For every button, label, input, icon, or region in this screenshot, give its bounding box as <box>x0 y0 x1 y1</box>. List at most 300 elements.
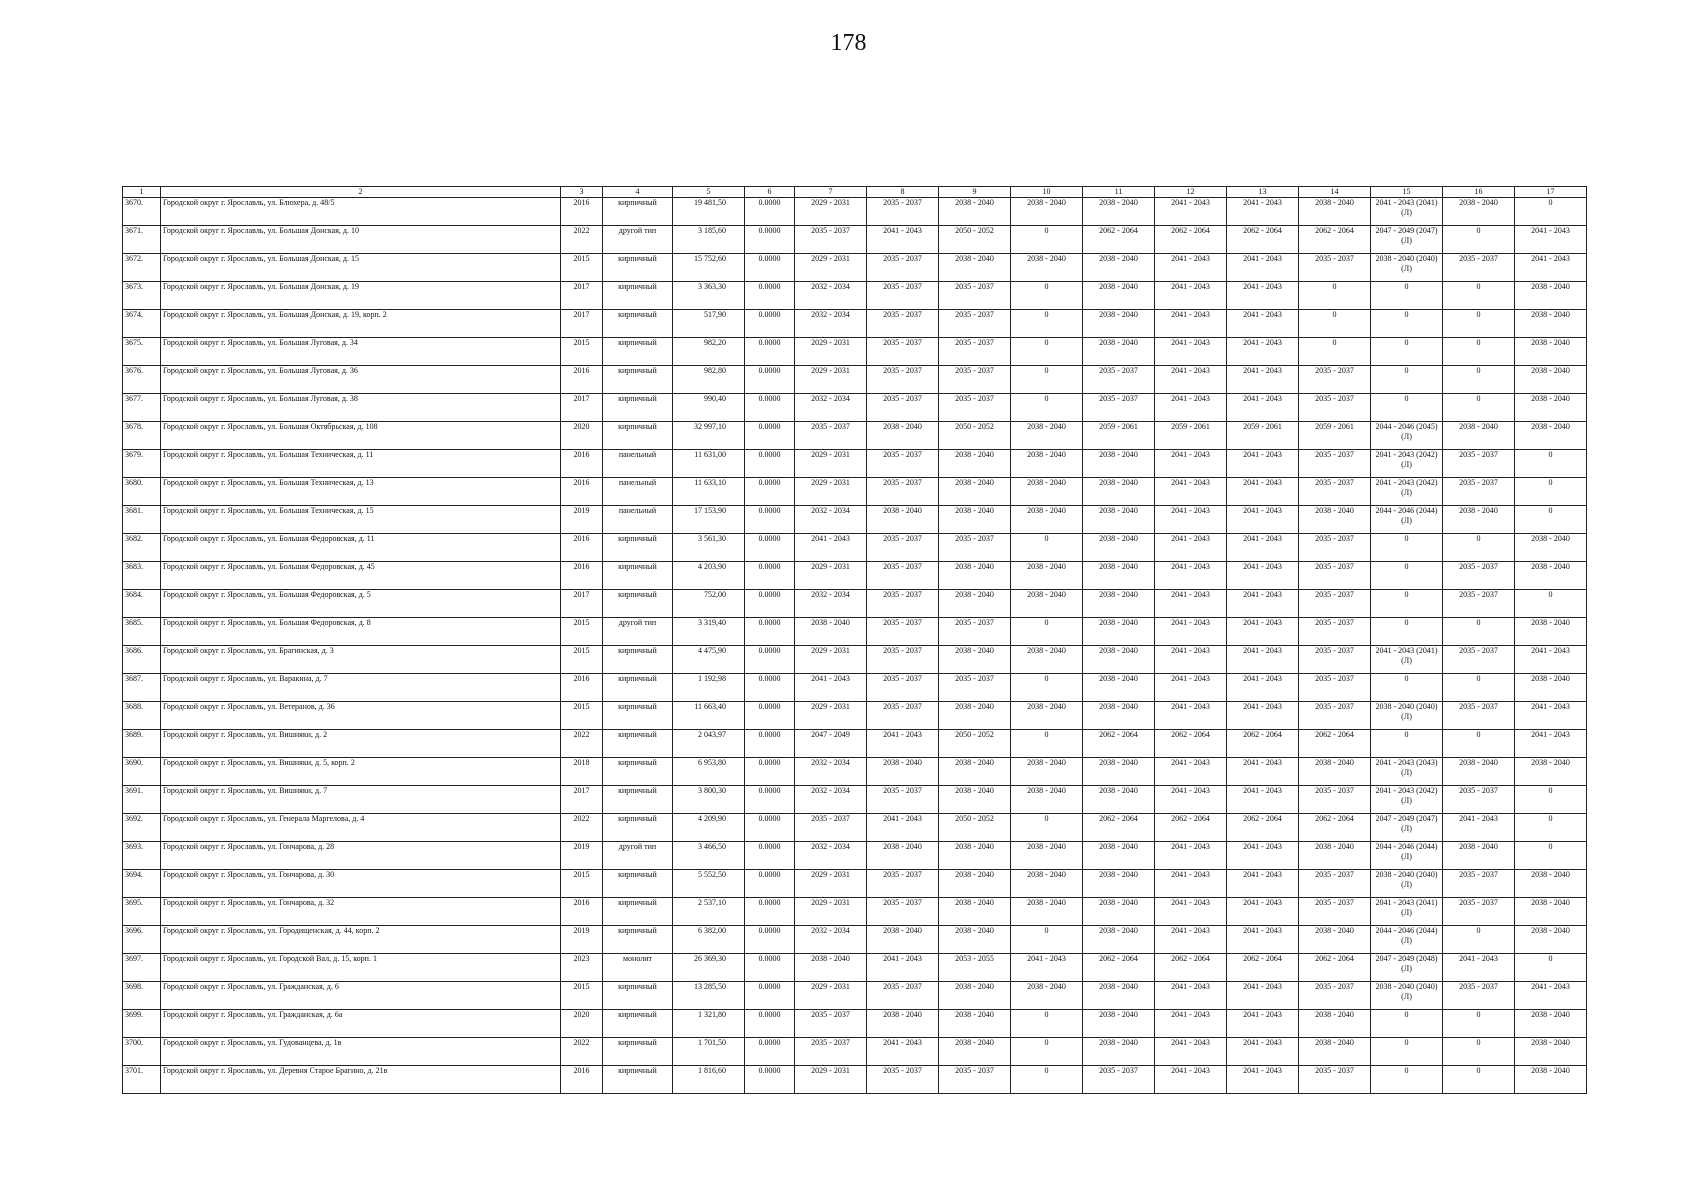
table-cell-col-17: 0 <box>1515 842 1587 870</box>
table-cell-col-16: 2035 - 2037 <box>1443 982 1515 1010</box>
column-header-13: 13 <box>1227 187 1299 198</box>
table-cell-col-11: 2038 - 2040 <box>1083 786 1155 814</box>
table-cell-col-14: 0 <box>1299 310 1371 338</box>
table-cell-col-11: 2038 - 2040 <box>1083 702 1155 730</box>
table-cell-col-1: 3680. <box>123 478 161 506</box>
table-cell-col-2: Городской округ г. Ярославль, ул. Большая Луговая, д. 34 <box>161 338 561 366</box>
table-cell-col-17: 0 <box>1515 786 1587 814</box>
table-cell-col-11: 2038 - 2040 <box>1083 1010 1155 1038</box>
table-cell-col-10: 2038 - 2040 <box>1011 758 1083 786</box>
column-header-15: 15 <box>1371 187 1443 198</box>
table-cell-col-12: 2059 - 2061 <box>1155 422 1227 450</box>
table-cell-col-6: 0.0000 <box>745 226 795 254</box>
table-cell-col-9: 2035 - 2037 <box>939 534 1011 562</box>
table-cell-col-17: 0 <box>1515 450 1587 478</box>
table-cell-col-16: 2038 - 2040 <box>1443 198 1515 226</box>
table-cell-col-15: 0 <box>1371 1066 1443 1094</box>
table-cell-col-17: 2038 - 2040 <box>1515 1010 1587 1038</box>
table-row <box>123 1010 1587 1038</box>
table-cell-col-4: кирпичный <box>603 366 673 394</box>
table-cell-col-1: 3699. <box>123 1010 161 1038</box>
table-cell-col-9: 2038 - 2040 <box>939 478 1011 506</box>
table-cell-col-12: 2041 - 2043 <box>1155 254 1227 282</box>
table-cell-col-15: 2041 - 2043 (2041) (Л) <box>1371 898 1443 926</box>
table-cell-col-2: Городской округ г. Ярославль, ул. Большая Донская, д. 19 <box>161 282 561 310</box>
table-cell-col-9: 2053 - 2055 <box>939 954 1011 982</box>
table-cell-col-4: монолит <box>603 954 673 982</box>
table-cell-col-14: 2038 - 2040 <box>1299 758 1371 786</box>
table-row <box>123 954 1587 982</box>
table-cell-col-8: 2038 - 2040 <box>867 842 939 870</box>
table-cell-col-11: 2035 - 2037 <box>1083 366 1155 394</box>
table-cell-col-8: 2041 - 2043 <box>867 226 939 254</box>
table-cell-col-13: 2041 - 2043 <box>1227 702 1299 730</box>
table-cell-col-5: 1 701,50 <box>673 1038 745 1066</box>
table-cell-col-6: 0.0000 <box>745 310 795 338</box>
table-cell-col-13: 2041 - 2043 <box>1227 394 1299 422</box>
table-cell-col-14: 2035 - 2037 <box>1299 646 1371 674</box>
table-cell-col-3: 2016 <box>561 198 603 226</box>
table-row <box>123 254 1587 282</box>
table-cell-col-14: 2035 - 2037 <box>1299 1066 1371 1094</box>
table-cell-col-7: 2041 - 2043 <box>795 534 867 562</box>
table-cell-col-6: 0.0000 <box>745 198 795 226</box>
table-cell-col-13: 2041 - 2043 <box>1227 982 1299 1010</box>
table-cell-col-1: 3690. <box>123 758 161 786</box>
table-cell-col-2: Городской округ г. Ярославль, ул. Вишняки, д. 5, корп. 2 <box>161 758 561 786</box>
table-cell-col-17: 2038 - 2040 <box>1515 338 1587 366</box>
table-cell-col-13: 2041 - 2043 <box>1227 506 1299 534</box>
table-cell-col-8: 2035 - 2037 <box>867 898 939 926</box>
table-cell-col-4: кирпичный <box>603 338 673 366</box>
table-row <box>123 1066 1587 1094</box>
table-cell-col-12: 2041 - 2043 <box>1155 842 1227 870</box>
table-cell-col-15: 0 <box>1371 282 1443 310</box>
table-cell-col-7: 2029 - 2031 <box>795 898 867 926</box>
table-cell-col-9: 2050 - 2052 <box>939 730 1011 758</box>
table-cell-col-1: 3675. <box>123 338 161 366</box>
column-header-16: 16 <box>1443 187 1515 198</box>
table-cell-col-11: 2038 - 2040 <box>1083 618 1155 646</box>
table-row <box>123 338 1587 366</box>
table-cell-col-10: 0 <box>1011 618 1083 646</box>
table-cell-col-3: 2019 <box>561 926 603 954</box>
table-cell-col-4: кирпичный <box>603 254 673 282</box>
table-cell-col-17: 2038 - 2040 <box>1515 1066 1587 1094</box>
table-cell-col-6: 0.0000 <box>745 814 795 842</box>
table-cell-col-16: 2035 - 2037 <box>1443 590 1515 618</box>
table-cell-col-4: кирпичный <box>603 814 673 842</box>
table-cell-col-16: 2035 - 2037 <box>1443 450 1515 478</box>
table-cell-col-9: 2035 - 2037 <box>939 618 1011 646</box>
table-cell-col-4: панельный <box>603 450 673 478</box>
table-cell-col-15: 2041 - 2043 (2043) (Л) <box>1371 758 1443 786</box>
table-cell-col-10: 2038 - 2040 <box>1011 450 1083 478</box>
table-cell-col-13: 2041 - 2043 <box>1227 926 1299 954</box>
table-cell-col-16: 2038 - 2040 <box>1443 842 1515 870</box>
table-cell-col-7: 2029 - 2031 <box>795 450 867 478</box>
table-cell-col-4: кирпичный <box>603 310 673 338</box>
table-cell-col-5: 752,00 <box>673 590 745 618</box>
table-cell-col-1: 3677. <box>123 394 161 422</box>
table-cell-col-13: 2041 - 2043 <box>1227 282 1299 310</box>
table-cell-col-4: кирпичный <box>603 926 673 954</box>
table-cell-col-17: 2041 - 2043 <box>1515 702 1587 730</box>
table-cell-col-8: 2035 - 2037 <box>867 338 939 366</box>
table-cell-col-4: кирпичный <box>603 674 673 702</box>
table-cell-col-12: 2041 - 2043 <box>1155 898 1227 926</box>
table-cell-col-3: 2017 <box>561 786 603 814</box>
table-cell-col-7: 2029 - 2031 <box>795 338 867 366</box>
table-cell-col-12: 2041 - 2043 <box>1155 534 1227 562</box>
table-cell-col-14: 2038 - 2040 <box>1299 1038 1371 1066</box>
table-cell-col-14: 2035 - 2037 <box>1299 786 1371 814</box>
table-row <box>123 702 1587 730</box>
table-cell-col-5: 1 192,98 <box>673 674 745 702</box>
table-cell-col-9: 2050 - 2052 <box>939 814 1011 842</box>
table-cell-col-8: 2035 - 2037 <box>867 366 939 394</box>
table-cell-col-1: 3685. <box>123 618 161 646</box>
column-header-2: 2 <box>161 187 561 198</box>
table-cell-col-4: панельный <box>603 506 673 534</box>
table-cell-col-10: 2038 - 2040 <box>1011 982 1083 1010</box>
table-cell-col-17: 2038 - 2040 <box>1515 1038 1587 1066</box>
table-cell-col-6: 0.0000 <box>745 702 795 730</box>
table-cell-col-13: 2041 - 2043 <box>1227 618 1299 646</box>
table-cell-col-7: 2029 - 2031 <box>795 982 867 1010</box>
table-cell-col-17: 2038 - 2040 <box>1515 926 1587 954</box>
table-cell-col-15: 0 <box>1371 730 1443 758</box>
table-cell-col-10: 2038 - 2040 <box>1011 254 1083 282</box>
table-cell-col-8: 2035 - 2037 <box>867 478 939 506</box>
table-cell-col-6: 0.0000 <box>745 982 795 1010</box>
table-cell-col-2: Городской округ г. Ярославль, ул. Большая Федоровская, д. 11 <box>161 534 561 562</box>
table-cell-col-2: Городской округ г. Ярославль, ул. Городищенская, д. 44, корп. 2 <box>161 926 561 954</box>
table-cell-col-2: Городской округ г. Ярославль, ул. Гражданская, д. 6 <box>161 982 561 1010</box>
table-cell-col-5: 17 153,90 <box>673 506 745 534</box>
table-cell-col-9: 2038 - 2040 <box>939 450 1011 478</box>
table-cell-col-17: 2038 - 2040 <box>1515 870 1587 898</box>
table-cell-col-11: 2035 - 2037 <box>1083 1066 1155 1094</box>
table-cell-col-6: 0.0000 <box>745 282 795 310</box>
column-header-9: 9 <box>939 187 1011 198</box>
table-cell-col-17: 2038 - 2040 <box>1515 422 1587 450</box>
table-cell-col-9: 2038 - 2040 <box>939 254 1011 282</box>
table-cell-col-13: 2041 - 2043 <box>1227 562 1299 590</box>
table-cell-col-15: 2044 - 2046 (2044) (Л) <box>1371 926 1443 954</box>
table-cell-col-10: 2038 - 2040 <box>1011 870 1083 898</box>
table-cell-col-15: 0 <box>1371 534 1443 562</box>
table-cell-col-9: 2038 - 2040 <box>939 1038 1011 1066</box>
table-cell-col-12: 2041 - 2043 <box>1155 198 1227 226</box>
table-cell-col-9: 2035 - 2037 <box>939 674 1011 702</box>
table-cell-col-15: 2041 - 2043 (2041) (Л) <box>1371 198 1443 226</box>
table-cell-col-13: 2041 - 2043 <box>1227 478 1299 506</box>
column-header-14: 14 <box>1299 187 1371 198</box>
table-cell-col-1: 3684. <box>123 590 161 618</box>
table-cell-col-13: 2062 - 2064 <box>1227 226 1299 254</box>
table-cell-col-7: 2032 - 2034 <box>795 758 867 786</box>
table-cell-col-3: 2022 <box>561 1038 603 1066</box>
table-cell-col-6: 0.0000 <box>745 1010 795 1038</box>
table-row <box>123 926 1587 954</box>
table-cell-col-17: 0 <box>1515 506 1587 534</box>
table-cell-col-1: 3674. <box>123 310 161 338</box>
table-cell-col-10: 2038 - 2040 <box>1011 562 1083 590</box>
table-cell-col-10: 0 <box>1011 814 1083 842</box>
table-cell-col-15: 2041 - 2043 (2042) (Л) <box>1371 786 1443 814</box>
table-cell-col-5: 2 537,10 <box>673 898 745 926</box>
table-cell-col-5: 6 953,80 <box>673 758 745 786</box>
table-cell-col-3: 2015 <box>561 618 603 646</box>
table-cell-col-13: 2041 - 2043 <box>1227 338 1299 366</box>
table-cell-col-13: 2041 - 2043 <box>1227 758 1299 786</box>
table-cell-col-6: 0.0000 <box>745 338 795 366</box>
table-cell-col-4: кирпичный <box>603 534 673 562</box>
table-cell-col-15: 2047 - 2049 (2047) (Л) <box>1371 226 1443 254</box>
table-cell-col-5: 3 185,60 <box>673 226 745 254</box>
table-cell-col-7: 2029 - 2031 <box>795 646 867 674</box>
table-cell-col-10: 0 <box>1011 926 1083 954</box>
table-cell-col-7: 2038 - 2040 <box>795 954 867 982</box>
table-cell-col-13: 2041 - 2043 <box>1227 1010 1299 1038</box>
table-cell-col-8: 2041 - 2043 <box>867 1038 939 1066</box>
column-header-8: 8 <box>867 187 939 198</box>
table-cell-col-17: 2038 - 2040 <box>1515 562 1587 590</box>
table-cell-col-4: кирпичный <box>603 394 673 422</box>
table-cell-col-14: 2038 - 2040 <box>1299 926 1371 954</box>
table-cell-col-12: 2041 - 2043 <box>1155 366 1227 394</box>
table-row <box>123 646 1587 674</box>
table-cell-col-2: Городской округ г. Ярославль, ул. Большая Техническая, д. 11 <box>161 450 561 478</box>
table-cell-col-8: 2035 - 2037 <box>867 646 939 674</box>
table-row <box>123 758 1587 786</box>
table-cell-col-10: 0 <box>1011 730 1083 758</box>
table-cell-col-16: 0 <box>1443 310 1515 338</box>
table-cell-col-12: 2041 - 2043 <box>1155 674 1227 702</box>
table-cell-col-11: 2038 - 2040 <box>1083 758 1155 786</box>
table-cell-col-3: 2022 <box>561 814 603 842</box>
table-cell-col-14: 2035 - 2037 <box>1299 254 1371 282</box>
table-cell-col-5: 3 800,30 <box>673 786 745 814</box>
table-cell-col-10: 0 <box>1011 226 1083 254</box>
table-cell-col-16: 2041 - 2043 <box>1443 814 1515 842</box>
table-cell-col-8: 2035 - 2037 <box>867 590 939 618</box>
table-cell-col-8: 2035 - 2037 <box>867 450 939 478</box>
table-cell-col-8: 2041 - 2043 <box>867 814 939 842</box>
table-cell-col-4: кирпичный <box>603 702 673 730</box>
table-cell-col-5: 990,40 <box>673 394 745 422</box>
table-cell-col-1: 3694. <box>123 870 161 898</box>
table-cell-col-6: 0.0000 <box>745 534 795 562</box>
table-cell-col-1: 3692. <box>123 814 161 842</box>
table-row <box>123 282 1587 310</box>
table-cell-col-15: 0 <box>1371 394 1443 422</box>
table-cell-col-17: 2041 - 2043 <box>1515 982 1587 1010</box>
table-cell-col-14: 2059 - 2061 <box>1299 422 1371 450</box>
table-cell-col-12: 2041 - 2043 <box>1155 702 1227 730</box>
table-cell-col-5: 1 321,80 <box>673 1010 745 1038</box>
table-cell-col-12: 2041 - 2043 <box>1155 590 1227 618</box>
table-cell-col-11: 2038 - 2040 <box>1083 506 1155 534</box>
table-cell-col-10: 0 <box>1011 394 1083 422</box>
table-cell-col-7: 2032 - 2034 <box>795 506 867 534</box>
table-cell-col-5: 3 561,30 <box>673 534 745 562</box>
table-cell-col-2: Городской округ г. Ярославль, ул. Городской Вал, д. 15, корп. 1 <box>161 954 561 982</box>
table-cell-col-8: 2035 - 2037 <box>867 254 939 282</box>
table-cell-col-7: 2038 - 2040 <box>795 618 867 646</box>
column-header-12: 12 <box>1155 187 1227 198</box>
table-cell-col-3: 2016 <box>561 534 603 562</box>
table-cell-col-2: Городской округ г. Ярославль, ул. Большая Октябрьская, д. 108 <box>161 422 561 450</box>
column-header-4: 4 <box>603 187 673 198</box>
table-cell-col-2: Городской округ г. Ярославль, ул. Варакина, д. 7 <box>161 674 561 702</box>
table-cell-col-17: 0 <box>1515 814 1587 842</box>
table-cell-col-2: Городской округ г. Ярославль, ул. Большая Федоровская, д. 5 <box>161 590 561 618</box>
table-cell-col-4: кирпичный <box>603 590 673 618</box>
table-header-row <box>123 187 1587 198</box>
table-cell-col-5: 2 043,97 <box>673 730 745 758</box>
table-cell-col-11: 2038 - 2040 <box>1083 1038 1155 1066</box>
table-cell-col-16: 0 <box>1443 282 1515 310</box>
table-cell-col-6: 0.0000 <box>745 254 795 282</box>
table-cell-col-13: 2041 - 2043 <box>1227 590 1299 618</box>
table-cell-col-4: другой тип <box>603 842 673 870</box>
table-cell-col-2: Городской округ г. Ярославль, ул. Гончарова, д. 28 <box>161 842 561 870</box>
table-cell-col-7: 2035 - 2037 <box>795 1010 867 1038</box>
table-cell-col-10: 0 <box>1011 1066 1083 1094</box>
table-row <box>123 226 1587 254</box>
table-cell-col-14: 2035 - 2037 <box>1299 478 1371 506</box>
table-cell-col-7: 2035 - 2037 <box>795 1038 867 1066</box>
table-cell-col-13: 2041 - 2043 <box>1227 646 1299 674</box>
table-cell-col-8: 2035 - 2037 <box>867 394 939 422</box>
table-cell-col-3: 2017 <box>561 590 603 618</box>
table-cell-col-2: Городской округ г. Ярославль, ул. Ветеранов, д. 36 <box>161 702 561 730</box>
table-cell-col-1: 3687. <box>123 674 161 702</box>
table-cell-col-12: 2041 - 2043 <box>1155 562 1227 590</box>
table-cell-col-7: 2029 - 2031 <box>795 870 867 898</box>
table-cell-col-9: 2038 - 2040 <box>939 786 1011 814</box>
table-cell-col-5: 13 285,50 <box>673 982 745 1010</box>
table-cell-col-4: кирпичный <box>603 786 673 814</box>
table-cell-col-1: 3678. <box>123 422 161 450</box>
table-cell-col-2: Городской округ г. Ярославль, ул. Большая Техническая, д. 13 <box>161 478 561 506</box>
table-cell-col-3: 2019 <box>561 842 603 870</box>
table-cell-col-12: 2041 - 2043 <box>1155 982 1227 1010</box>
table-cell-col-17: 2038 - 2040 <box>1515 534 1587 562</box>
table-cell-col-11: 2038 - 2040 <box>1083 478 1155 506</box>
table-cell-col-5: 982,80 <box>673 366 745 394</box>
table-cell-col-9: 2035 - 2037 <box>939 366 1011 394</box>
table-cell-col-9: 2038 - 2040 <box>939 590 1011 618</box>
table-cell-col-3: 2016 <box>561 674 603 702</box>
table-cell-col-10: 2038 - 2040 <box>1011 198 1083 226</box>
table-cell-col-8: 2035 - 2037 <box>867 870 939 898</box>
table-cell-col-11: 2038 - 2040 <box>1083 898 1155 926</box>
table-cell-col-6: 0.0000 <box>745 1066 795 1094</box>
table-cell-col-8: 2035 - 2037 <box>867 786 939 814</box>
table-cell-col-2: Городской округ г. Ярославль, ул. Генерала Маргелова, д. 4 <box>161 814 561 842</box>
table-cell-col-13: 2041 - 2043 <box>1227 1066 1299 1094</box>
table-cell-col-10: 0 <box>1011 282 1083 310</box>
table-row <box>123 422 1587 450</box>
table-row <box>123 1038 1587 1066</box>
table-row <box>123 366 1587 394</box>
table-cell-col-3: 2016 <box>561 366 603 394</box>
table-cell-col-9: 2038 - 2040 <box>939 758 1011 786</box>
table-cell-col-3: 2015 <box>561 982 603 1010</box>
table-cell-col-11: 2038 - 2040 <box>1083 338 1155 366</box>
table-cell-col-3: 2018 <box>561 758 603 786</box>
table-row <box>123 394 1587 422</box>
table-cell-col-10: 0 <box>1011 310 1083 338</box>
table-cell-col-8: 2035 - 2037 <box>867 282 939 310</box>
table-cell-col-8: 2035 - 2037 <box>867 534 939 562</box>
table-cell-col-12: 2041 - 2043 <box>1155 394 1227 422</box>
column-header-6: 6 <box>745 187 795 198</box>
table-cell-col-6: 0.0000 <box>745 562 795 590</box>
page-number: 178 <box>830 30 867 56</box>
table-cell-col-8: 2035 - 2037 <box>867 702 939 730</box>
table-cell-col-7: 2032 - 2034 <box>795 310 867 338</box>
table-cell-col-7: 2029 - 2031 <box>795 366 867 394</box>
table-cell-col-16: 2035 - 2037 <box>1443 786 1515 814</box>
table-cell-col-3: 2017 <box>561 394 603 422</box>
table-cell-col-3: 2020 <box>561 422 603 450</box>
table-cell-col-15: 0 <box>1371 562 1443 590</box>
table-row <box>123 674 1587 702</box>
table-cell-col-8: 2035 - 2037 <box>867 310 939 338</box>
table-cell-col-12: 2041 - 2043 <box>1155 506 1227 534</box>
table-cell-col-15: 0 <box>1371 366 1443 394</box>
table-cell-col-10: 0 <box>1011 338 1083 366</box>
table-cell-col-14: 2062 - 2064 <box>1299 226 1371 254</box>
table-cell-col-10: 0 <box>1011 1038 1083 1066</box>
table-cell-col-7: 2032 - 2034 <box>795 590 867 618</box>
table-cell-col-16: 0 <box>1443 226 1515 254</box>
table-cell-col-7: 2029 - 2031 <box>795 198 867 226</box>
table-cell-col-6: 0.0000 <box>745 394 795 422</box>
table-cell-col-9: 2038 - 2040 <box>939 646 1011 674</box>
table-cell-col-5: 11 633,10 <box>673 478 745 506</box>
table-cell-col-6: 0.0000 <box>745 842 795 870</box>
table-cell-col-15: 2044 - 2046 (2045) (Л) <box>1371 422 1443 450</box>
table-cell-col-2: Городской округ г. Ярославль, ул. Блюхера, д. 48/5 <box>161 198 561 226</box>
table-cell-col-16: 2035 - 2037 <box>1443 254 1515 282</box>
table-cell-col-16: 0 <box>1443 730 1515 758</box>
table-cell-col-5: 982,20 <box>673 338 745 366</box>
column-header-7: 7 <box>795 187 867 198</box>
table-cell-col-17: 0 <box>1515 954 1587 982</box>
table-cell-col-9: 2038 - 2040 <box>939 898 1011 926</box>
table-cell-col-9: 2035 - 2037 <box>939 338 1011 366</box>
table-cell-col-13: 2041 - 2043 <box>1227 198 1299 226</box>
table-cell-col-13: 2041 - 2043 <box>1227 366 1299 394</box>
table-cell-col-15: 2047 - 2049 (2048) (Л) <box>1371 954 1443 982</box>
table-cell-col-11: 2062 - 2064 <box>1083 730 1155 758</box>
table-cell-col-4: кирпичный <box>603 1038 673 1066</box>
table-cell-col-5: 4 475,90 <box>673 646 745 674</box>
table-cell-col-10: 0 <box>1011 534 1083 562</box>
table-cell-col-7: 2035 - 2037 <box>795 226 867 254</box>
table-cell-col-17: 2038 - 2040 <box>1515 394 1587 422</box>
table-row <box>123 870 1587 898</box>
table-cell-col-16: 2041 - 2043 <box>1443 954 1515 982</box>
table-cell-col-14: 2035 - 2037 <box>1299 534 1371 562</box>
table-cell-col-4: кирпичный <box>603 730 673 758</box>
table-cell-col-15: 0 <box>1371 1038 1443 1066</box>
